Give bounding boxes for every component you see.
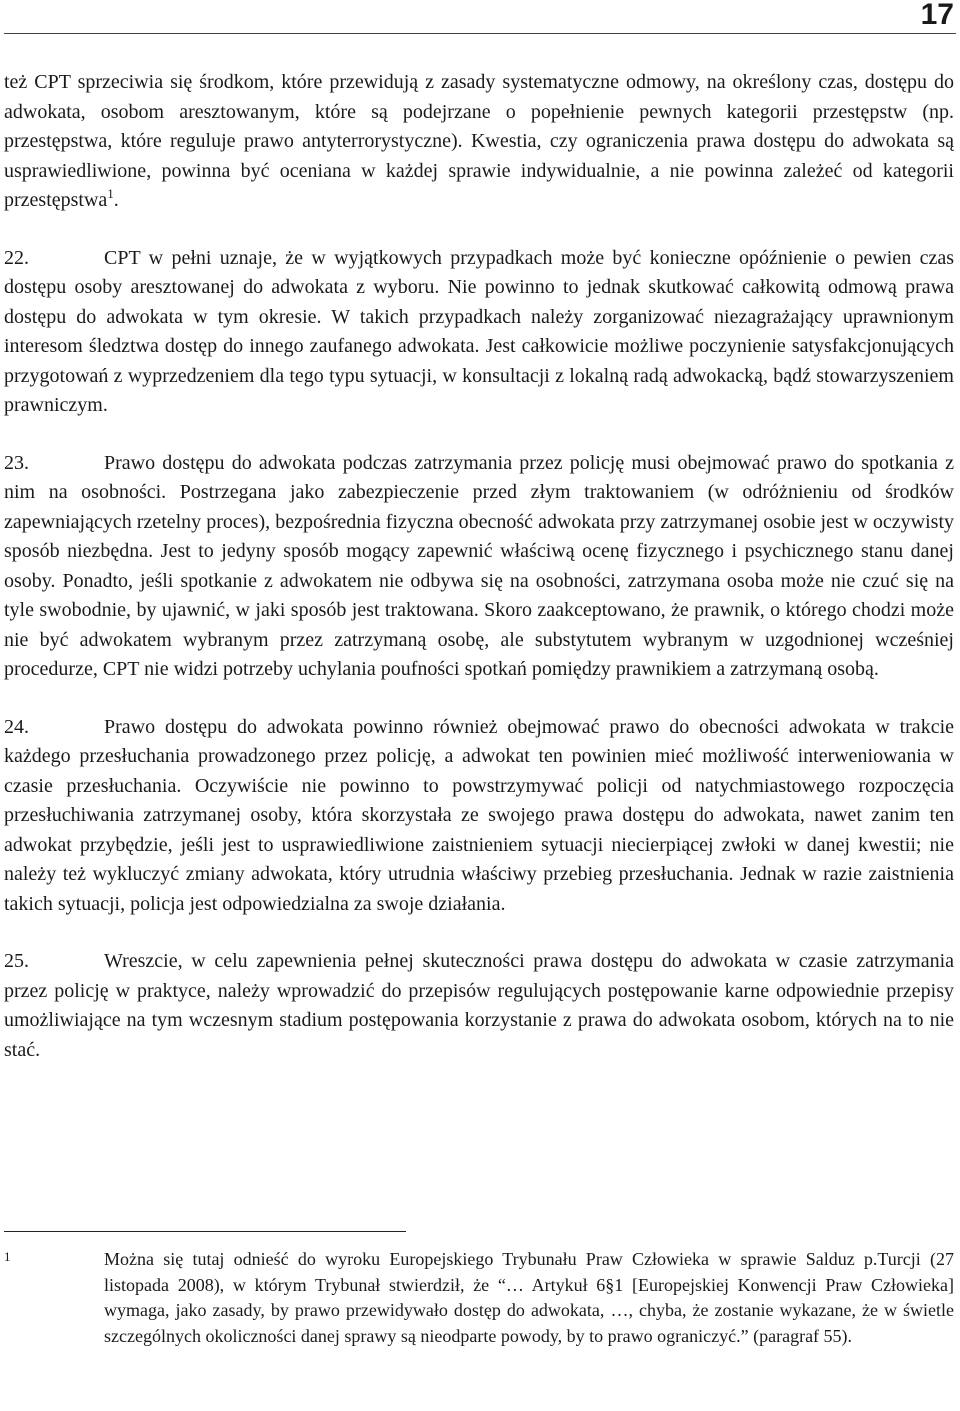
paragraph-number: 22. <box>4 246 29 269</box>
intro-paragraph <box>4 68 954 216</box>
paragraph-number: 25. <box>4 950 29 972</box>
paragraph-text: Prawo dostępu do adwokata powinno również obejmować prawo do obecności adwokata w trakcie każdego przesłuchania prowadzonego przez policję, a adwokat ten powinien mieć możliwość interweniowania w czasie przesłuchania. Oczywiście nie powinno to powstrzymywać policji od natychmiastowego rozpoczęcia przesłuchiwania zatrzymanej osoby, która skorzystała ze swojego prawa dostępu do adwokata, nawet zanim ten adwokat przybędzie, jeśli jest to usprawiedliwione zaistnieniem sytuacji niecierpiącej zwłoki w danej kwestii; nie należy też wykluczyć zmiany adwokata, który utrudnia właściwy przebieg przesłuchania. Jednak w razie zaistnienia takich sytuacji, policja jest odpowiedzialna za swoje działania. <box>4 715 954 915</box>
paragraph-24 <box>4 713 954 920</box>
footnote-reference[interactable]: 1 <box>107 186 114 201</box>
paragraph-text: Prawo dostępu do adwokata podczas zatrzymania przez policję musi obejmować prawo do spotkania z nim na osobności. Postrzegana jako zabezpieczenie przed złym traktowaniem (w odróżnieniu od środków zapewniających rzetelny proces), bezpośrednia fizyczna obecność adwokata przy zatrzymanej osobie jest w oczywisty sposób niezbędna. Jest to jedyny sposób mogący zapewnić właściwą ocenę fizycznego i psychicznego stanu danej osoby. Ponadto, jeśli spotkanie z adwokatem nie odbywa się na osobności, zatrzymana osoba może nie czuć się na tyle swobodnie, by ujawnić, w jaki sposób jest traktowana. Skoro zaakceptowano, że prawnik, o którego chodzi może nie być adwokatem wybranym przez zatrzymaną osobę, ale substytutem wybranym w uzgodnionej wcześniej procedurze, CPT nie widzi potrzeby uchylania poufności spotkań pomiędzy prawnikiem a zatrzymaną osobą. <box>4 451 954 680</box>
paragraph-23 <box>4 449 954 685</box>
paragraph-text: CPT w pełni uznaje, że w wyjątkowych przypadkach może być konieczne opóźnienie o pewien czas dostępu osoby aresztowanej do adwokata z wyboru. Nie powinno to jednak skutkować całkowitą odmową prawa dostępu do adwokata w tym okresie. W takich przypadkach należy zorganizować niezagrażający uprawnionym interesom śledztwa dostęp do innego zaufanego adwokata. Jest całkowicie możliwe poczynienie satysfakcjonujących przygotowań z wyprzedzeniem dla tego typu sytuacji, w konsultacji z lokalną radą adwokacką, bądź stowarzyszeniem prawniczym. <box>4 246 954 416</box>
footnote-marker: 1 <box>4 1249 11 1264</box>
header-rule <box>4 33 956 34</box>
footnote <box>4 1247 954 1349</box>
paragraph-number: 23. <box>4 451 29 474</box>
paragraph-25 <box>4 947 954 1065</box>
page-number: 17 <box>920 0 954 31</box>
footnote-text: Można się tutaj odnieść do wyroku Europejskiego Trybunału Praw Człowieka w sprawie Salduz p.Turcji (27 listopada 2008), w którym Trybunał stwierdził, że “… Artykuł 6§1 [Europejskiej Konwencji Praw Człowieka] wymaga, jako zasady, by prawo przewidywało dostęp do adwokata, …, chyba, że zostanie wykazane, że w świetle szczególnych okoliczności danej sprawy są nieodparte powody, by to prawo ograniczyć.” (paragraf 55). <box>104 1249 954 1346</box>
paragraph-number: 24. <box>4 715 29 738</box>
intro-end: . <box>113 189 119 211</box>
footnote-separator <box>4 1231 406 1232</box>
paragraph-text: Wreszcie, w celu zapewnienia pełnej skuteczności prawa dostępu do adwokata w czasie zatrzymania przez policję w praktyce, należy wprowadzić do przepisów regulujących postępowanie karne odpowiednie przepisy umożliwiające na tym wczesnym stadium postępowania korzystanie z prawa do adwokata osobom, których na to nie stać. <box>4 950 954 1061</box>
document-body <box>4 68 954 1065</box>
intro-text: też CPT sprzeciwia się środkom, które przewidują z zasady systematyczne odmowy, na określony czas, dostępu do adwokata, osobom aresztowanym, które są podejrzane o popełnienie pewnych kategorii przestępstw (np. przestępstwa, które reguluje prawo antyterrorystyczne). Kwestia, czy ograniczenia prawa dostępu do adwokata są usprawiedliwione, powinna być oceniana w każdej sprawie indywidualnie, a nie powinna zależeć od kategorii przestępstwa <box>4 71 954 211</box>
paragraph-22 <box>4 244 954 421</box>
